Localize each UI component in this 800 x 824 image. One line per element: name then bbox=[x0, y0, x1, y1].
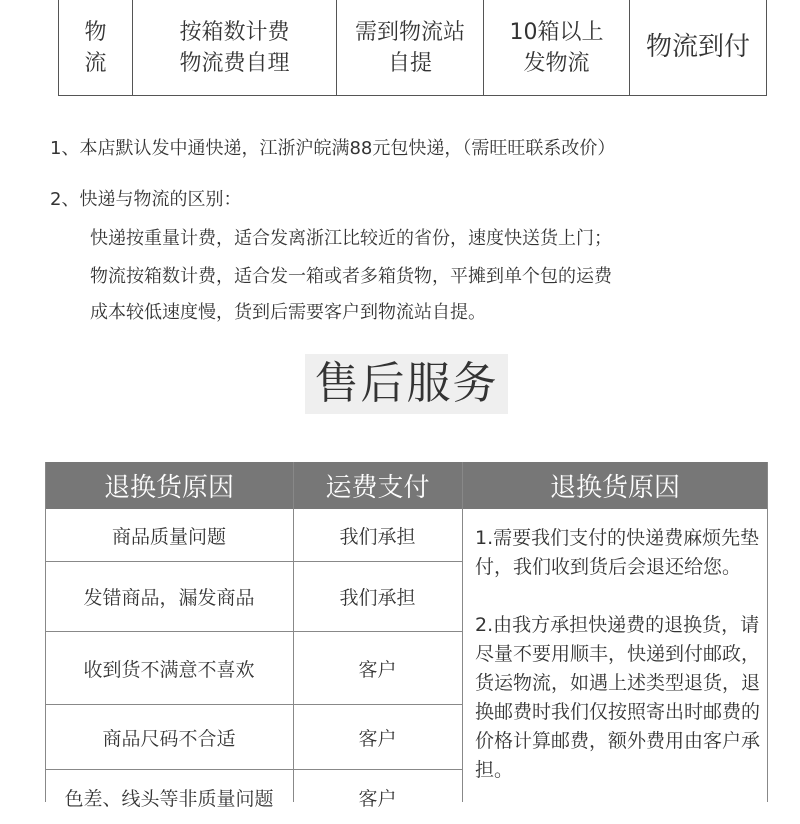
note-line: 成本较低速度慢，货到后需要客户到物流站自提。 bbox=[90, 302, 486, 323]
grid-line bbox=[462, 462, 463, 802]
payer-cell: 我们承担 bbox=[339, 525, 416, 548]
reason-cell: 收到货不满意不喜欢 bbox=[83, 658, 255, 681]
grid-line bbox=[767, 462, 768, 802]
policy-notes bbox=[475, 524, 762, 785]
reason-cell: 色差、线头等非质量问题 bbox=[64, 788, 274, 810]
column-header: 运费支付 bbox=[293, 462, 462, 509]
logistics-cell: 按箱数计费 物流费自理 bbox=[133, 0, 337, 95]
section-title: 售后服务 bbox=[305, 354, 508, 414]
payer-cell: 客户 bbox=[358, 658, 397, 681]
reason-cell: 发错商品，漏发商品 bbox=[83, 587, 255, 609]
logistics-cell: 物流到付 bbox=[645, 32, 750, 62]
column-header: 退换货原因 bbox=[462, 462, 768, 509]
logistics-cell: 10箱以上 发物流 bbox=[484, 0, 630, 95]
policy-note: 2.由我方承担快递费的退换货，请尽量不要用顺丰，快递到付邮政，货运物流，如遇上述类型退货，退换邮费时我们仅按照寄出时邮费的价格计算邮费，额外费用由客户承担。 bbox=[475, 614, 761, 781]
after-sales-table bbox=[45, 462, 768, 810]
logistics-table bbox=[58, 0, 767, 96]
note-line: 2、快递与物流的区别： bbox=[50, 189, 242, 210]
payer-cell: 客户 bbox=[358, 727, 397, 750]
payer-cell: 客户 bbox=[358, 788, 397, 810]
reason-cell: 商品质量问题 bbox=[111, 525, 226, 548]
grid-line bbox=[45, 769, 462, 770]
logistics-cell: 需到物流站 自提 bbox=[337, 0, 484, 95]
payer-cell: 我们承担 bbox=[339, 587, 416, 609]
policy-note: 1.需要我们支付的快递费麻烦先垫付，我们收到货后会退还给您。 bbox=[475, 527, 760, 578]
logistics-cell: 物 流 bbox=[59, 0, 133, 95]
note-line: 1、本店默认发中通快递，江浙沪皖满88元包快递，（需旺旺联系改价） bbox=[50, 138, 616, 159]
column-header: 退换货原因 bbox=[45, 462, 293, 509]
note-line: 快递按重量计费，适合发离浙江比较近的省份，速度快送货上门； bbox=[90, 228, 612, 249]
reason-cell: 商品尺码不合适 bbox=[102, 727, 236, 750]
note-line: 物流按箱数计费，适合发一箱或者多箱货物，平摊到单个包的运费 bbox=[90, 266, 612, 287]
